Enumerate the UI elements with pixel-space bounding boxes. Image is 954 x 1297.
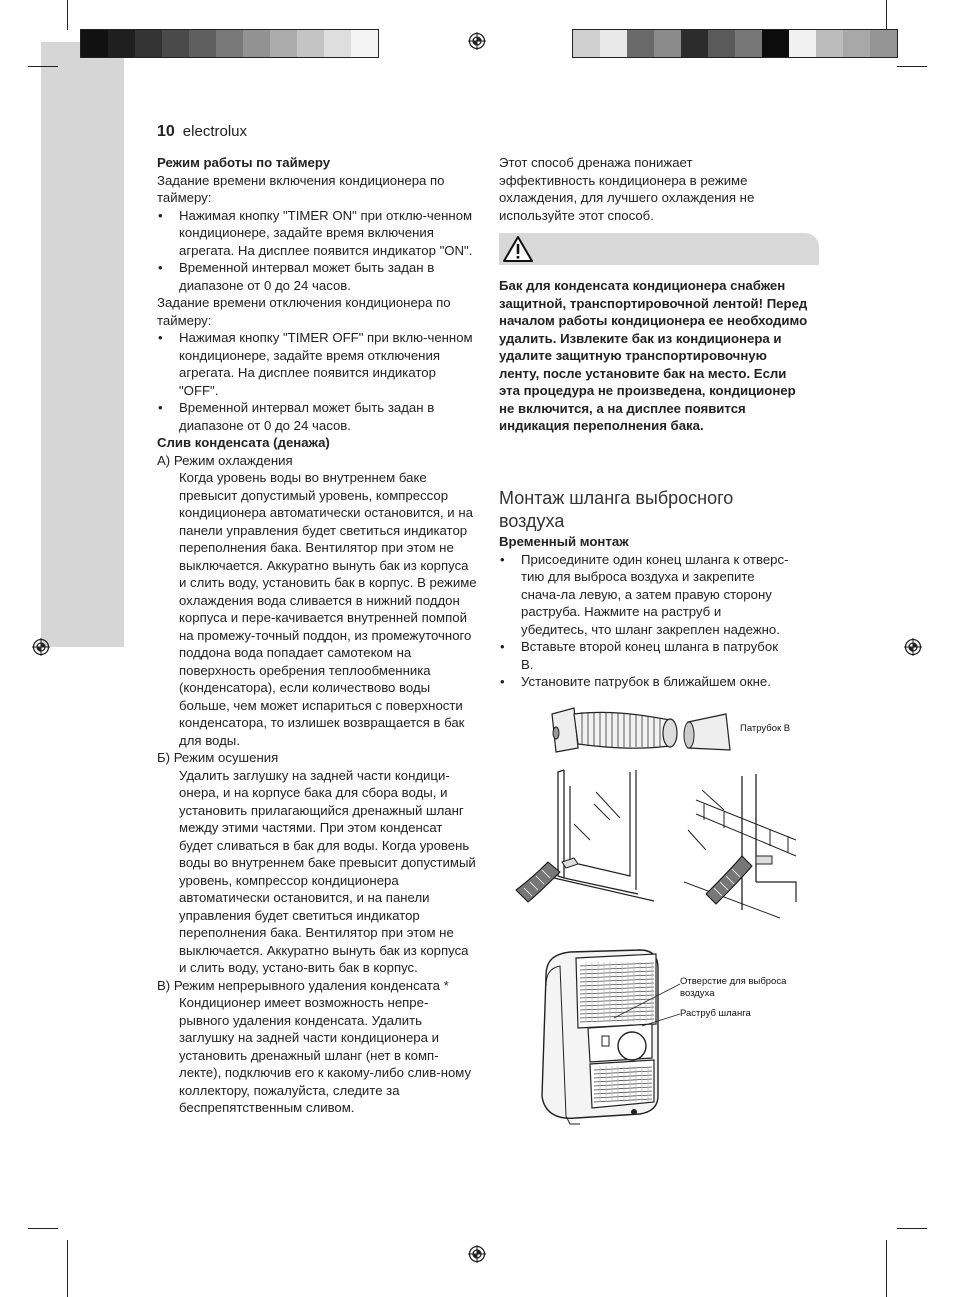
color-swatch xyxy=(297,30,324,57)
timer-on-list xyxy=(157,207,477,295)
warning-text-block xyxy=(499,277,809,435)
color-swatch xyxy=(216,30,243,57)
crop-mark xyxy=(28,66,58,67)
crop-mark xyxy=(67,0,68,30)
warning-bar xyxy=(499,233,819,265)
color-swatch xyxy=(81,30,108,57)
window-install-illustration-2 xyxy=(684,770,804,920)
mode-b-text: Удалить заглушку на задней части кондици-онера, и на корпусе бака для сбора воды, и установить прилагающийся дренажный шланг между этими частями. При этом конденсат будет сливаться в бак для воды. Когда уровень воды во внутреннем баке превысит допустимый уровень, компрессор кондиционера автоматически остановится, и на панели управления будет светиться индикатор переполнения бака. Вентилятор при этом не выключается. Аккуратно вынуть бак из корпуса и слить воду, устано-вить бак в корпус. xyxy=(179,767,476,975)
list-item: • Временной интервал может быть задан в диапазоне от 0 до 24 часов. xyxy=(157,259,477,294)
color-swatch xyxy=(816,30,843,57)
color-swatch xyxy=(135,30,162,57)
page-number: 10 xyxy=(157,123,175,140)
color-swatch xyxy=(735,30,762,57)
color-swatch xyxy=(627,30,654,57)
crop-mark xyxy=(897,66,927,67)
mode-b-title: Б) Режим осушения xyxy=(157,750,279,765)
color-swatch xyxy=(762,30,789,57)
color-swatch xyxy=(162,30,189,57)
efficiency-note-text: Этот способ дренажа понижает эффективность кондиционера в режиме охлаждения, для лучшего охлаждения не используйте этот способ. xyxy=(499,155,755,223)
list-item: • Присоедините один конец шланга к отверс-тию для выброса воздуха и закрепите снача-ла левую, а затем правую сторону раструба. Нажмите на раструб и убедитесь, что шланг закреплен надежно. xyxy=(499,551,789,639)
color-swatch xyxy=(351,30,378,57)
exhaust-hose-illustration xyxy=(548,700,748,762)
registration-mark-icon xyxy=(904,638,922,656)
timer-heading: Режим работы по таймеру xyxy=(157,155,331,170)
color-swatch xyxy=(324,30,351,57)
install-steps-list xyxy=(499,551,789,691)
color-calibration-bar-left xyxy=(80,29,379,58)
color-swatch xyxy=(789,30,816,57)
warning-text: Бак для конденсата кондиционера снабжен защитной, транспортировочной лентой! Перед началом работы кондиционера ее необходимо удалить. Извлеките бак из кондиционера и удалите защитную транспортировочную ленту, после установите бак на место. Если эта процедура не произведена, кондиционер не включится, а на дисплее появится индикация переполнения бака. xyxy=(499,278,808,433)
registration-mark-icon xyxy=(468,1245,486,1263)
color-swatch xyxy=(600,30,627,57)
crop-mark xyxy=(28,1228,58,1229)
timer-on-intro: Задание времени включения кондиционера по таймеру: xyxy=(157,172,445,205)
drain-efficiency-note xyxy=(499,154,789,224)
registration-mark-icon xyxy=(32,638,50,656)
color-swatch xyxy=(243,30,270,57)
left-column xyxy=(157,154,477,1117)
timer-off-intro: Задание времени отключения кондиционера по таймеру: xyxy=(157,295,451,328)
timer-off-list xyxy=(157,329,477,434)
hose-install-section xyxy=(499,487,789,691)
mode-c-title: В) Режим непрерывного удаления конденсата * xyxy=(157,977,449,993)
list-item: • Вставьте второй конец шланга в патрубок В. xyxy=(499,638,789,673)
color-swatch xyxy=(708,30,735,57)
list-item: • Нажимая кнопку "TIMER ON" при отклю-ченном кондиционере, задайте время включения агрегата. На дисплее появится индикатор "ON". xyxy=(157,207,477,260)
mode-a-title: А) Режим охлаждения xyxy=(157,452,293,468)
leader-lines xyxy=(612,978,682,1038)
color-swatch xyxy=(573,30,600,57)
section-title: Монтаж шланга выбросного воздуха xyxy=(499,488,734,531)
registration-mark-icon xyxy=(468,32,486,50)
color-swatch xyxy=(108,30,135,57)
crop-mark xyxy=(67,1240,68,1297)
mode-a-text: Когда уровень воды во внутреннем баке превысит допустимый уровень, компрессор кондиционера автоматически остановится, и на панели управления будет светиться индикатор переполнения бака. Вентилятор при этом не выключается. Аккуратно вынуть бак из корпуса и слить воду, установить бак в корпус. В режиме охлаждения вода сливается в нижний поддон корпуса и пере-качивается внутренней помпой на промежу-точный поддон, из промежуточного поддона вода попадает самотеком на поверхность оребрения теплообменника (конденсатора), если количествово воды больше, чем может испариться с поверхности конденсатора, то излишек возвращается в бак для воды. xyxy=(179,470,477,748)
color-swatch xyxy=(654,30,681,57)
list-item: • Нажимая кнопку "TIMER OFF" при вклю-ченном кондиционере, задайте время отключения агрегата. На дисплее появится индикатор "OFF". xyxy=(157,329,477,399)
hose-flange-label: Раструб шланга xyxy=(680,1008,751,1019)
color-calibration-bar-right xyxy=(572,29,898,58)
gray-side-band xyxy=(41,42,124,647)
nozzle-b-label: Патрубок В xyxy=(740,723,791,734)
mode-c-text: Кондиционер имеет возможность непре-рывного удаления конденсата. Удалить заглушку на задней части кондиционера и установить дренажный шланг (нет в комп-лекте), подключив его к какому-либо слив-ному коллектору, пожалуйста, следите за беспрепятственным сливом. xyxy=(179,995,472,1115)
color-swatch xyxy=(843,30,870,57)
window-install-illustration-1 xyxy=(514,766,654,906)
crop-mark xyxy=(886,0,887,30)
list-item: • Временной интервал может быть задан в диапазоне от 0 до 24 часов. xyxy=(157,399,477,434)
color-swatch xyxy=(270,30,297,57)
color-swatch xyxy=(681,30,708,57)
list-item: • Установите патрубок в ближайшем окне. xyxy=(499,673,789,691)
crop-mark xyxy=(897,1228,927,1229)
air-outlet-label: Отверстие для выброса воздуха xyxy=(680,976,787,999)
drain-heading: Слив конденсата (денажа) xyxy=(157,435,330,450)
page-header xyxy=(157,123,247,141)
color-swatch xyxy=(870,30,897,57)
brand-name: electrolux xyxy=(182,123,247,140)
color-swatch xyxy=(189,30,216,57)
subsection-title: Временный монтаж xyxy=(499,534,629,549)
warning-triangle-icon xyxy=(502,235,534,263)
crop-mark xyxy=(886,1240,887,1297)
